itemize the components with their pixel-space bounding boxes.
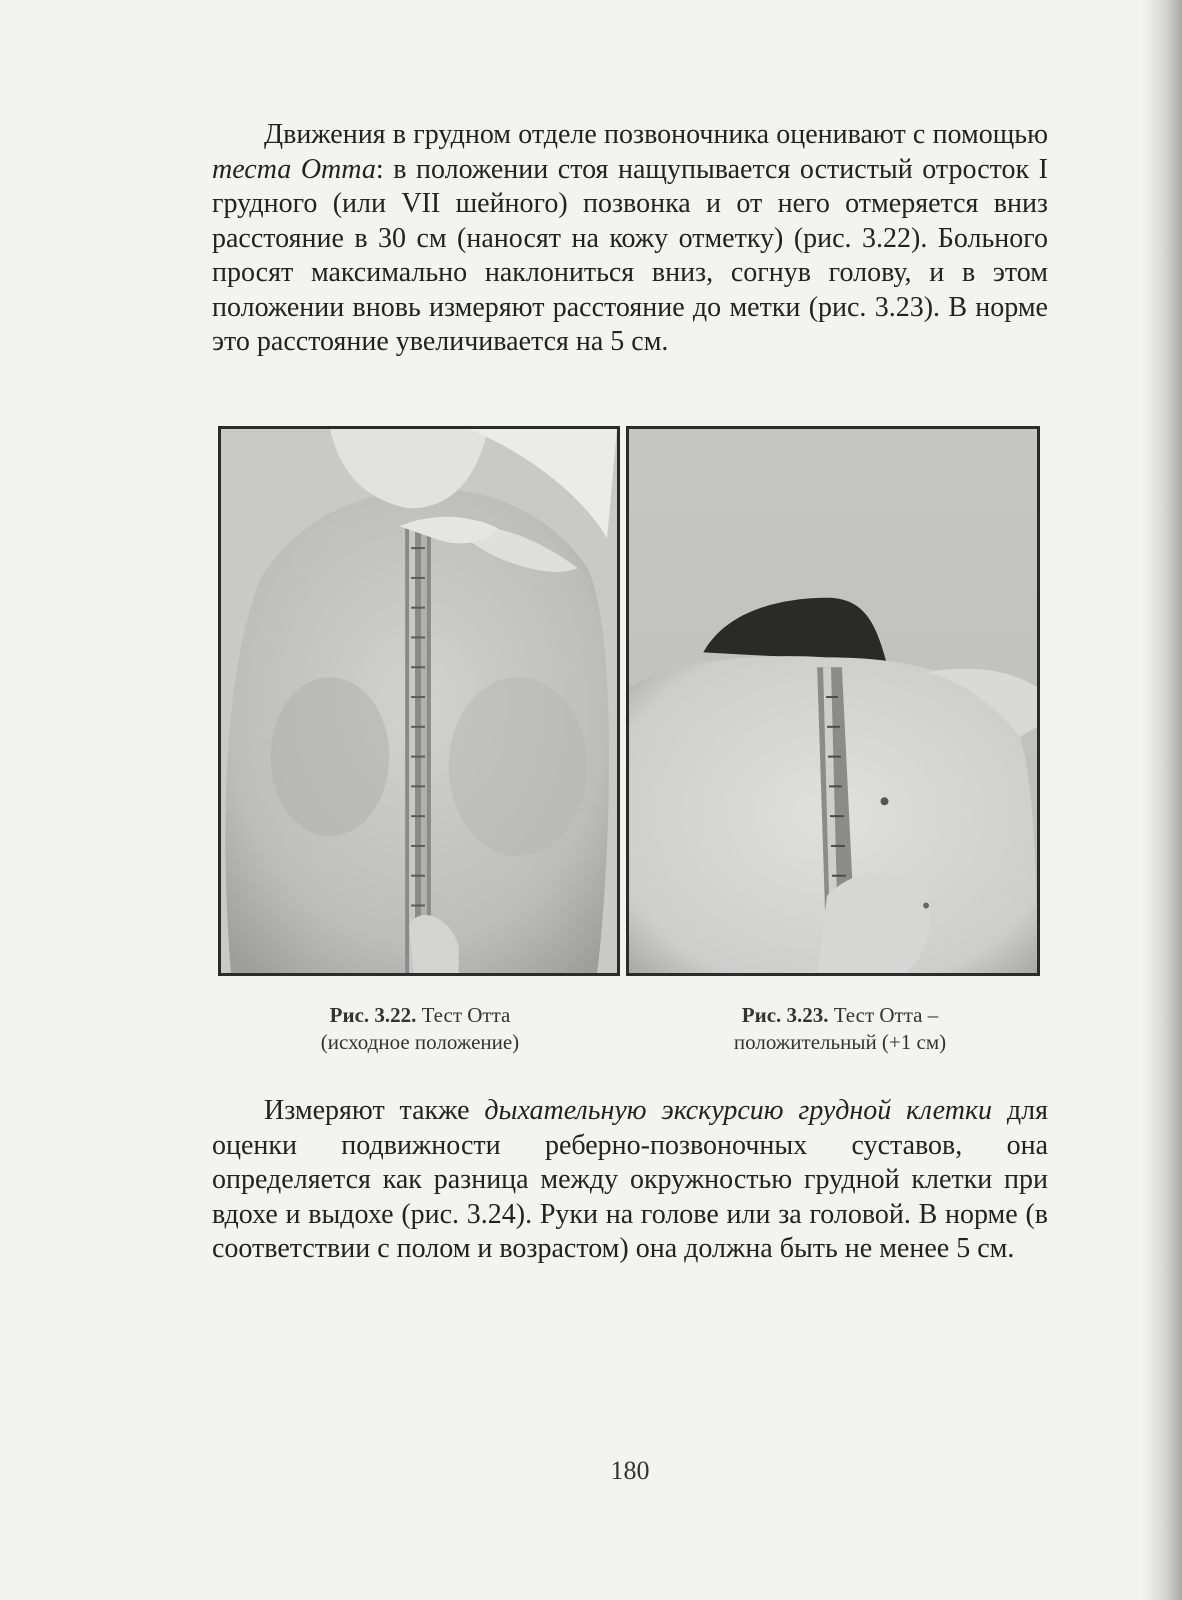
- paragraph-1-text-start: Движения в грудном отделе позвоночника оценивают с помощью: [264, 119, 1048, 150]
- figure-3-23-title: Тест Отта –: [828, 1003, 939, 1027]
- figure-3-23-caption-line-1: [660, 1002, 1020, 1029]
- figure-3-23-caption-line-2: положительный (+1 см): [733, 1030, 947, 1054]
- figure-3-22-photo: [218, 426, 620, 976]
- figure-3-23-label: Рис. 3.23.: [741, 1003, 829, 1027]
- back-standing-photo: [221, 429, 617, 973]
- paragraph-1-text-end: : в положении стоя нащупывается остистый отросток I грудного (или VII шейного) позвонка и от него отмеряется вниз расстояние в 30 см (наносят на кожу отметку) (рис. 3.22). Больного просят максимально наклониться вниз, согнув голову, и в этом положении вновь измеряют расстояние до метки (рис. 3.23). В норме это расстояние увеличивается на 5 см.: [212, 153, 1048, 357]
- paragraph-2-text-end: для оценки подвижности реберно-позвоночных суставов, она определяется как разница между окружностью грудной клетки при вдохе и выдохе (рис. 3.24). Руки на голове или за головой. В норме (в соответствии с полом и возрастом) она должна быть не менее 5 см.: [212, 1095, 1048, 1264]
- figure-3-22-label: Рис. 3.22.: [329, 1003, 417, 1027]
- back-bent-photo: [629, 429, 1037, 973]
- page-number: 180: [610, 1456, 650, 1485]
- figure-3-22-caption-line-1: [250, 1002, 590, 1029]
- figure-3-22-title: Тест Отта: [416, 1003, 511, 1027]
- paragraph-chest-excursion: [212, 1094, 1048, 1267]
- paragraph-2-emphasis: дыхательную экскурсию грудной клетки: [484, 1095, 993, 1126]
- figure-3-23-caption: [660, 1002, 1020, 1056]
- figure-3-23-photo: [626, 426, 1040, 976]
- page-edge-shadow: [1142, 0, 1182, 1600]
- paragraph-otto-test: [212, 118, 1048, 360]
- paragraph-1-emphasis: теста Отта: [212, 153, 376, 185]
- paragraph-2-text-start: Измеряют также: [264, 1095, 485, 1126]
- figure-3-22-caption-line-2: (исходное положение): [320, 1030, 520, 1054]
- figure-3-22-caption: [250, 1002, 590, 1056]
